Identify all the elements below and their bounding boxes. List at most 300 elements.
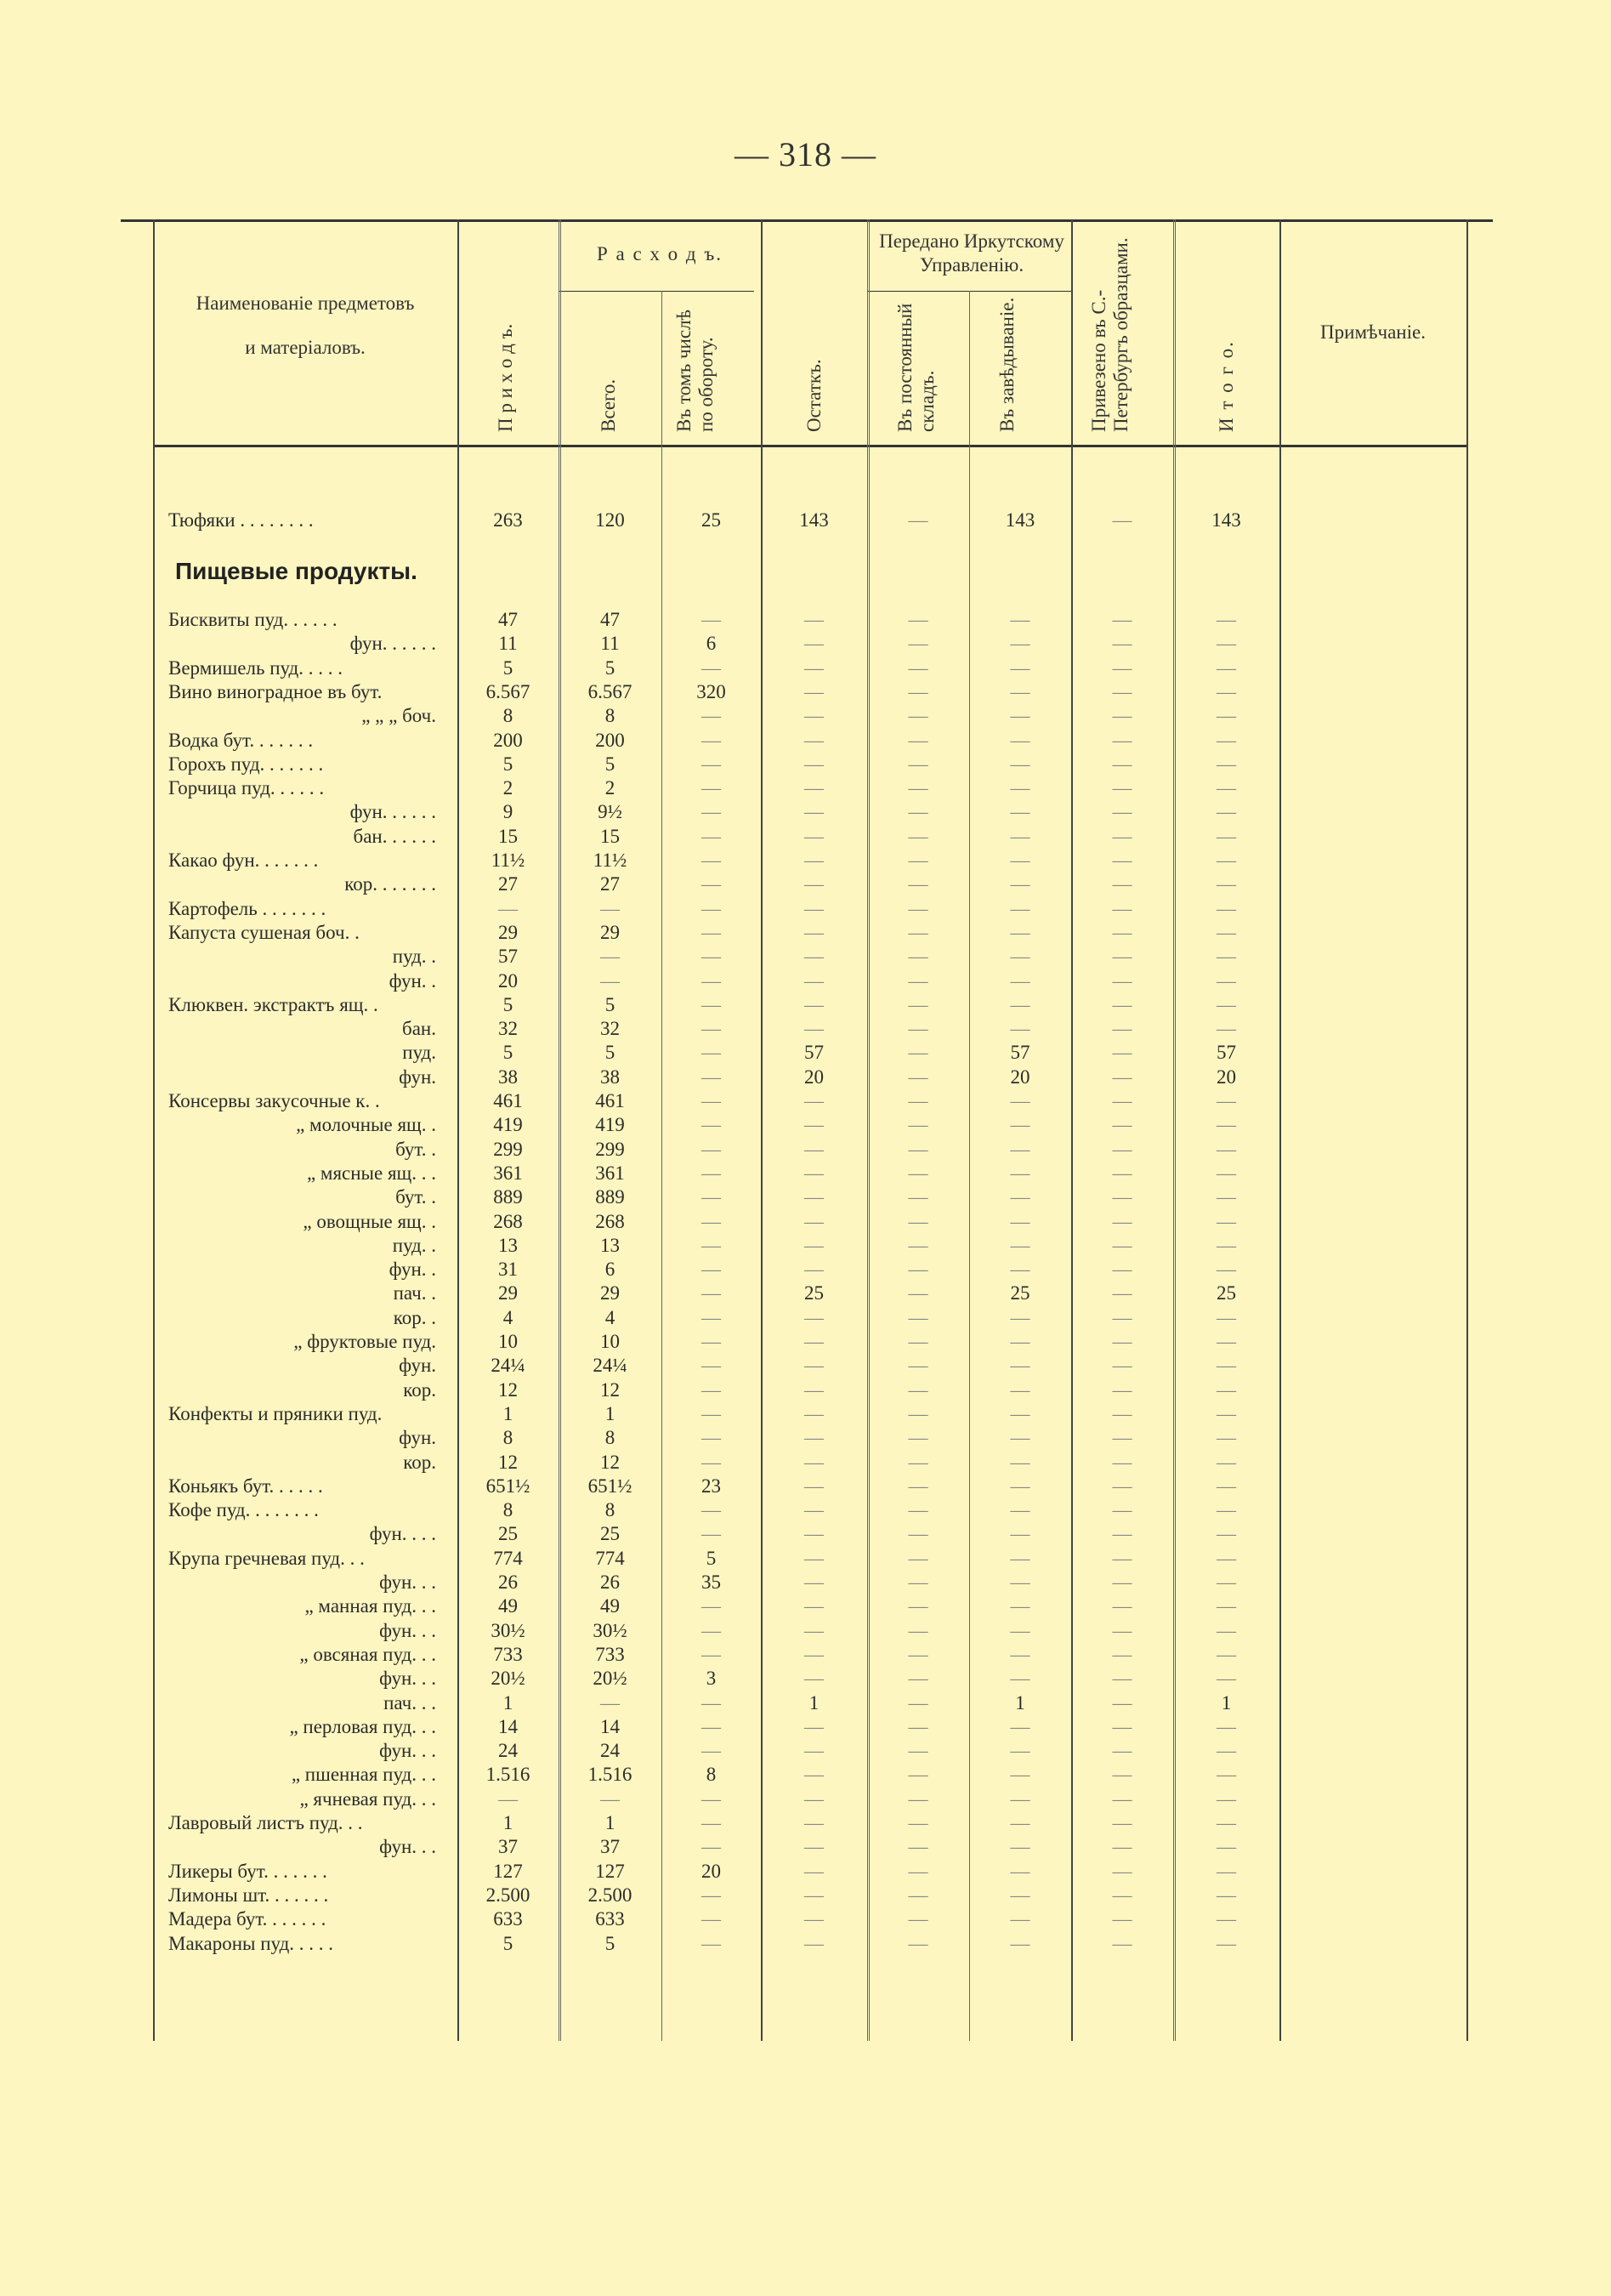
item-name: фун.	[399, 1066, 436, 1088]
cell-postoyan: —	[908, 1933, 928, 1954]
cell-vsego: 47	[600, 609, 620, 630]
table-row	[153, 1787, 1466, 1811]
cell-oborot: —	[701, 801, 721, 822]
cell-ostatok: —	[804, 970, 824, 992]
cell-oborot: 5	[706, 1548, 717, 1569]
cell-itogo: —	[1217, 1475, 1236, 1497]
cell-zaved: —	[1010, 1090, 1030, 1111]
cell-oborot: —	[701, 1186, 721, 1208]
cell-itogo: —	[1217, 850, 1236, 871]
table-row	[153, 1451, 1466, 1475]
cell-prihod: —	[498, 898, 518, 919]
cell-ostatok: 20	[804, 1066, 824, 1088]
cell-itogo: —	[1217, 994, 1236, 1015]
cell-priv: —	[1112, 1884, 1132, 1906]
cell-oborot: —	[701, 753, 721, 775]
cell-vsego: 889	[595, 1186, 625, 1208]
cell-vsego: 8	[604, 705, 615, 726]
cell-itogo: —	[1217, 1139, 1236, 1160]
cell-vsego: 461	[595, 1090, 625, 1111]
cell-ostatok: 1	[808, 1692, 820, 1713]
cell-postoyan: —	[908, 1282, 928, 1304]
header-privezeno-text: Привезено въ С.-Петербургъ образцами.	[1088, 237, 1132, 432]
cell-priv: —	[1112, 1571, 1132, 1593]
cell-ostatok: 57	[804, 1042, 824, 1063]
cell-ostatok: —	[804, 922, 824, 943]
cell-priv: —	[1112, 1259, 1132, 1280]
table-row	[153, 1522, 1466, 1546]
item-name: фун. .	[389, 1259, 436, 1280]
cell-itogo: —	[1217, 1788, 1236, 1810]
cell-oborot: 3	[706, 1668, 717, 1689]
header-name	[153, 291, 457, 361]
cell-vsego: 24	[600, 1740, 620, 1761]
cell-zaved: —	[1010, 1211, 1030, 1232]
header-vsego: Всего.	[598, 378, 619, 432]
cell-ostatok: —	[804, 1740, 824, 1761]
cell-oborot: —	[701, 1644, 721, 1665]
table-row	[153, 921, 1466, 945]
cell-priv: —	[1112, 946, 1132, 967]
cell-postoyan: —	[908, 681, 928, 702]
cell-postoyan: —	[908, 777, 928, 798]
cell-oborot: —	[701, 1812, 721, 1833]
cell-ostatok: —	[804, 1331, 824, 1352]
cell-priv: —	[1112, 1716, 1132, 1737]
cell-vsego: 24¼	[593, 1355, 627, 1376]
cell-ostatok: —	[804, 826, 824, 847]
header-rule	[153, 445, 1466, 447]
cell-oborot: —	[701, 1908, 721, 1929]
cell-postoyan: —	[908, 1139, 928, 1160]
cell-zaved: —	[1010, 1861, 1030, 1882]
cell-oborot: 35	[701, 1571, 721, 1593]
cell-prihod: 127	[493, 1861, 523, 1882]
cell-itogo: —	[1217, 609, 1236, 630]
cell-postoyan: —	[908, 1571, 928, 1593]
cell-postoyan: —	[908, 1259, 928, 1280]
table-row	[153, 776, 1466, 800]
cell-itogo: —	[1217, 681, 1236, 702]
table-row	[153, 1811, 1466, 1835]
cell-oborot: —	[701, 1836, 721, 1857]
cell-vsego: 1	[604, 1812, 615, 1833]
table-row	[153, 1017, 1466, 1041]
cell-priv: —	[1112, 1475, 1132, 1497]
cell-vsego: 25	[600, 1523, 620, 1544]
item-name: фун. . .	[379, 1740, 436, 1761]
cell-ostatok: —	[804, 1499, 824, 1520]
item-name: Вермишель пуд. . . . .	[168, 657, 343, 679]
table-row	[153, 1715, 1466, 1739]
cell-prihod: 2.500	[485, 1884, 530, 1906]
cell-oborot: —	[701, 609, 721, 630]
cell-itogo: —	[1217, 753, 1236, 775]
header-privezeno	[1088, 236, 1132, 432]
cell-ostatok: —	[804, 1403, 824, 1424]
cell-vsego: 361	[595, 1162, 625, 1184]
cell-postoyan: —	[908, 1884, 928, 1906]
cell-prihod: 24¼	[491, 1355, 525, 1376]
header-name-line1: Наименованіе предметовъ	[196, 293, 415, 314]
cell-priv: —	[1112, 970, 1132, 992]
cell-postoyan: —	[908, 898, 928, 919]
cell-priv: —	[1112, 1235, 1132, 1256]
cell-vsego: 127	[595, 1861, 625, 1882]
table-row	[153, 1113, 1466, 1137]
cell-itogo: —	[1217, 657, 1236, 679]
cell-zaved: —	[1010, 1668, 1030, 1689]
cell-oborot: —	[701, 1042, 721, 1063]
cell-priv: —	[1112, 1740, 1132, 1761]
cell-priv: —	[1112, 730, 1132, 751]
table-row	[153, 1835, 1466, 1859]
cell-priv: —	[1112, 1186, 1132, 1208]
cell-postoyan: —	[908, 1716, 928, 1737]
cell-itogo: —	[1217, 1716, 1236, 1737]
table-row	[153, 729, 1466, 753]
cell-vsego: 12	[600, 1452, 620, 1473]
header-primech: Примѣчаніе.	[1320, 321, 1426, 343]
table-row	[153, 704, 1466, 728]
rashod-subrule	[559, 291, 754, 292]
item-name: фун. . . . . .	[349, 633, 436, 654]
cell-postoyan: —	[908, 633, 928, 654]
item-name: бан. . . . . .	[353, 826, 436, 847]
cell-zaved: —	[1010, 1884, 1030, 1906]
header-zavedyv-text: Въ завѣдываніе.	[996, 297, 1018, 432]
item-name: фун. . .	[379, 1668, 436, 1689]
cell-postoyan: —	[908, 1499, 928, 1520]
cell-priv: —	[1112, 509, 1132, 531]
table-row	[153, 1354, 1466, 1378]
cell-postoyan: —	[908, 753, 928, 775]
cell-vsego: 6	[604, 1259, 615, 1280]
cell-oborot: —	[701, 1282, 721, 1304]
cell-ostatok: —	[804, 681, 824, 702]
cell-postoyan: —	[908, 730, 928, 751]
item-name: Макароны пуд. . . . .	[168, 1933, 334, 1954]
cell-priv: —	[1112, 850, 1132, 871]
cell-postoyan: —	[908, 1475, 928, 1497]
cell-postoyan: —	[908, 1403, 928, 1424]
item-name: фун. .	[389, 970, 436, 992]
cell-prihod: 1	[502, 1692, 513, 1713]
cell-priv: —	[1112, 1908, 1132, 1929]
cell-postoyan: —	[908, 1042, 928, 1063]
cell-priv: —	[1112, 753, 1132, 775]
item-name: пуд. .	[392, 1235, 436, 1256]
cell-vsego: —	[600, 946, 620, 967]
cell-vsego: 11	[600, 633, 620, 654]
cell-itogo: —	[1217, 970, 1236, 992]
cell-ostatok: —	[804, 801, 824, 822]
cell-priv: —	[1112, 1211, 1132, 1232]
cell-zaved: —	[1010, 1595, 1030, 1617]
cell-prihod: 889	[493, 1186, 523, 1208]
header-postoyan	[894, 296, 939, 432]
cell-ostatok: 25	[804, 1282, 824, 1304]
table-row	[153, 1475, 1466, 1498]
item-name: фун. . .	[379, 1620, 436, 1641]
cell-itogo: 25	[1217, 1282, 1236, 1304]
cell-zaved: —	[1010, 1812, 1030, 1833]
cell-zaved: —	[1010, 1836, 1030, 1857]
cell-itogo: —	[1217, 801, 1236, 822]
cell-prihod: 2	[502, 777, 513, 798]
page-number: — 318 —	[735, 135, 876, 173]
cell-postoyan: —	[908, 1379, 928, 1401]
cell-vsego: 14	[600, 1716, 620, 1737]
table-row	[153, 608, 1466, 632]
cell-ostatok: —	[804, 730, 824, 751]
table-row	[153, 1884, 1466, 1907]
cell-ostatok: —	[804, 1933, 824, 1954]
cell-oborot: —	[701, 1211, 721, 1232]
cell-postoyan: —	[908, 1114, 928, 1135]
cell-oborot: —	[701, 1933, 721, 1954]
top-rule	[121, 219, 1493, 222]
cell-itogo: —	[1217, 1379, 1236, 1401]
cell-itogo: —	[1217, 1644, 1236, 1665]
cell-postoyan: —	[908, 509, 928, 531]
cell-zaved: —	[1010, 922, 1030, 943]
cell-itogo: —	[1217, 1836, 1236, 1857]
cell-oborot: —	[701, 1427, 721, 1448]
cell-vsego: 1.516	[587, 1764, 632, 1785]
cell-vsego: 268	[595, 1211, 625, 1232]
cell-itogo: —	[1217, 1548, 1236, 1569]
cell-oborot: —	[701, 1523, 721, 1544]
cell-oborot: —	[701, 1403, 721, 1424]
item-name: бан.	[402, 1018, 436, 1039]
cell-zaved: —	[1010, 1788, 1030, 1810]
cell-postoyan: —	[908, 609, 928, 630]
cell-vsego: 1	[604, 1403, 615, 1424]
cell-itogo: —	[1217, 922, 1236, 943]
cell-itogo: —	[1217, 1403, 1236, 1424]
table-row	[153, 800, 1466, 824]
cell-postoyan: —	[908, 1692, 928, 1713]
table-row	[153, 1498, 1466, 1522]
table-row	[153, 1234, 1466, 1258]
cell-vsego: 419	[595, 1114, 625, 1135]
cell-ostatok: —	[804, 633, 824, 654]
item-name: пуд. .	[392, 946, 436, 967]
cell-oborot: —	[701, 1620, 721, 1641]
cell-prihod: 5	[502, 994, 513, 1015]
cell-vsego: —	[600, 898, 620, 919]
cell-itogo: —	[1217, 1571, 1236, 1593]
cell-zaved: —	[1010, 1571, 1030, 1593]
table-row	[153, 1330, 1466, 1354]
table-row	[153, 1547, 1466, 1571]
item-name: Горохъ пуд. . . . . . .	[168, 753, 324, 775]
cell-zaved: —	[1010, 777, 1030, 798]
cell-oborot: —	[701, 777, 721, 798]
cell-itogo: —	[1217, 873, 1236, 895]
cell-oborot: —	[701, 705, 721, 726]
cell-itogo: —	[1217, 1259, 1236, 1280]
cell-prihod: 26	[498, 1571, 518, 1593]
item-name: „ манная пуд. . .	[304, 1595, 436, 1617]
header-v-tom-text: Въ томъ числѣ по обороту.	[673, 309, 717, 432]
cell-priv: —	[1112, 994, 1132, 1015]
cell-postoyan: —	[908, 801, 928, 822]
table-row	[153, 1763, 1466, 1787]
cell-priv: —	[1112, 1523, 1132, 1544]
cell-vsego: 774	[595, 1548, 625, 1569]
cell-itogo: —	[1217, 1018, 1236, 1039]
cell-itogo: —	[1217, 1114, 1236, 1135]
cell-zaved: —	[1010, 681, 1030, 702]
cell-zaved: —	[1010, 994, 1030, 1015]
table-row	[153, 632, 1466, 656]
cell-prihod: 774	[493, 1548, 523, 1569]
cell-itogo: 20	[1217, 1066, 1236, 1088]
cell-postoyan: —	[908, 826, 928, 847]
cell-vsego: 9½	[598, 801, 622, 822]
cell-postoyan: —	[908, 1235, 928, 1256]
header-rashod: Р а с х о д ъ.	[596, 243, 723, 264]
item-name: „ овсяная пуд. . .	[299, 1644, 436, 1665]
item-name: Тюфяки . . . . . . . .	[168, 509, 314, 531]
cell-prihod: 30½	[491, 1620, 525, 1641]
cell-oborot: 20	[701, 1861, 721, 1882]
cell-vsego: 5	[604, 1933, 615, 1954]
cell-vsego: —	[600, 1788, 620, 1810]
cell-prihod: 20	[498, 970, 518, 992]
cell-priv: —	[1112, 1692, 1132, 1713]
cell-vsego: 11½	[593, 850, 627, 871]
cell-ostatok: —	[804, 1090, 824, 1111]
cell-oborot: 320	[696, 681, 726, 702]
cell-ostatok: —	[804, 1452, 824, 1473]
item-name: кор. . . . . . .	[344, 873, 436, 895]
cell-priv: —	[1112, 1499, 1132, 1520]
cell-priv: —	[1112, 777, 1132, 798]
item-name: „ перловая пуд. . .	[289, 1716, 436, 1737]
cell-vsego: 200	[595, 730, 625, 751]
cell-priv: —	[1112, 1644, 1132, 1665]
cell-itogo: —	[1217, 1307, 1236, 1328]
cell-oborot: 8	[706, 1764, 717, 1785]
table-row	[153, 1378, 1466, 1402]
cell-prihod: 268	[493, 1211, 523, 1232]
table-row	[153, 1860, 1466, 1884]
cell-oborot: —	[701, 1595, 721, 1617]
cell-itogo: 143	[1211, 509, 1241, 531]
cell-postoyan: —	[908, 850, 928, 871]
cell-priv: —	[1112, 873, 1132, 895]
cell-zaved: —	[1010, 946, 1030, 967]
item-name: кор.	[403, 1379, 436, 1401]
cell-ostatok: —	[804, 873, 824, 895]
cell-oborot: —	[701, 898, 721, 919]
table-row	[153, 1932, 1466, 1956]
cell-ostatok: —	[804, 1523, 824, 1544]
cell-zaved: —	[1010, 1355, 1030, 1376]
item-name: пач. .	[393, 1282, 436, 1304]
item-name: фун.	[399, 1355, 436, 1376]
cell-zaved: —	[1010, 705, 1030, 726]
cell-ostatok: —	[804, 1884, 824, 1906]
cell-vsego: 5	[604, 657, 615, 679]
cell-vsego: —	[600, 970, 620, 992]
cell-zaved: —	[1010, 1379, 1030, 1401]
cell-ostatok: 143	[799, 509, 829, 531]
item-name: Ликеры бут. . . . . . .	[168, 1861, 327, 1882]
cell-oborot: 6	[706, 633, 717, 654]
cell-ostatok: —	[804, 1475, 824, 1497]
header-name-line2: и матеріаловъ.	[245, 337, 366, 358]
cell-vsego: 32	[600, 1018, 620, 1039]
cell-postoyan: —	[908, 1595, 928, 1617]
table-row	[153, 1258, 1466, 1282]
table-row	[153, 1306, 1466, 1330]
cell-vsego: 27	[600, 873, 620, 895]
cell-ostatok: —	[804, 1018, 824, 1039]
cell-ostatok: —	[804, 1139, 824, 1160]
cell-postoyan: —	[908, 994, 928, 1015]
cell-itogo: —	[1217, 1884, 1236, 1906]
cell-vsego: 20½	[593, 1668, 627, 1689]
cell-ostatok: —	[804, 777, 824, 798]
cell-itogo: —	[1217, 1355, 1236, 1376]
item-name: Крупа гречневая пуд. . .	[168, 1548, 365, 1569]
header-itogo: И т о г о.	[1216, 340, 1237, 432]
cell-prihod: 419	[493, 1114, 523, 1135]
cell-itogo: —	[1217, 633, 1236, 654]
item-name: кор.	[403, 1452, 436, 1473]
cell-priv: —	[1112, 1836, 1132, 1857]
cell-priv: —	[1112, 1668, 1132, 1689]
cell-vsego: 26	[600, 1571, 620, 1593]
cell-vsego: 733	[595, 1644, 625, 1665]
cell-priv: —	[1112, 1403, 1132, 1424]
cell-prihod: 29	[498, 1282, 518, 1304]
cell-vsego: 651½	[587, 1475, 632, 1497]
cell-prihod: 5	[502, 657, 513, 679]
cell-zaved: —	[1010, 1018, 1030, 1039]
cell-priv: —	[1112, 705, 1132, 726]
cell-vsego: 49	[600, 1595, 620, 1617]
item-name: фун. . . . . .	[349, 801, 436, 822]
table-row	[153, 1066, 1466, 1089]
cell-oborot: —	[701, 1884, 721, 1906]
cell-oborot: —	[701, 1379, 721, 1401]
cell-oborot: —	[701, 1235, 721, 1256]
cell-postoyan: —	[908, 873, 928, 895]
table-row	[153, 1162, 1466, 1185]
cell-itogo: —	[1217, 1211, 1236, 1232]
cell-priv: —	[1112, 1331, 1132, 1352]
cell-oborot: —	[701, 1090, 721, 1111]
cell-zaved: —	[1010, 1620, 1030, 1641]
cell-itogo: —	[1217, 1235, 1236, 1256]
cell-vsego: 12	[600, 1379, 620, 1401]
cell-oborot: —	[701, 1066, 721, 1088]
item-name: Водка бут. . . . . . .	[168, 730, 314, 751]
cell-zaved: —	[1010, 633, 1030, 654]
table-row	[153, 1210, 1466, 1234]
cell-itogo: 57	[1217, 1042, 1236, 1063]
cell-itogo: —	[1217, 1764, 1236, 1785]
table-row	[153, 849, 1466, 872]
cell-zaved: —	[1010, 1523, 1030, 1544]
cell-vsego: 2.500	[587, 1884, 632, 1906]
item-name: кор. .	[393, 1307, 436, 1328]
